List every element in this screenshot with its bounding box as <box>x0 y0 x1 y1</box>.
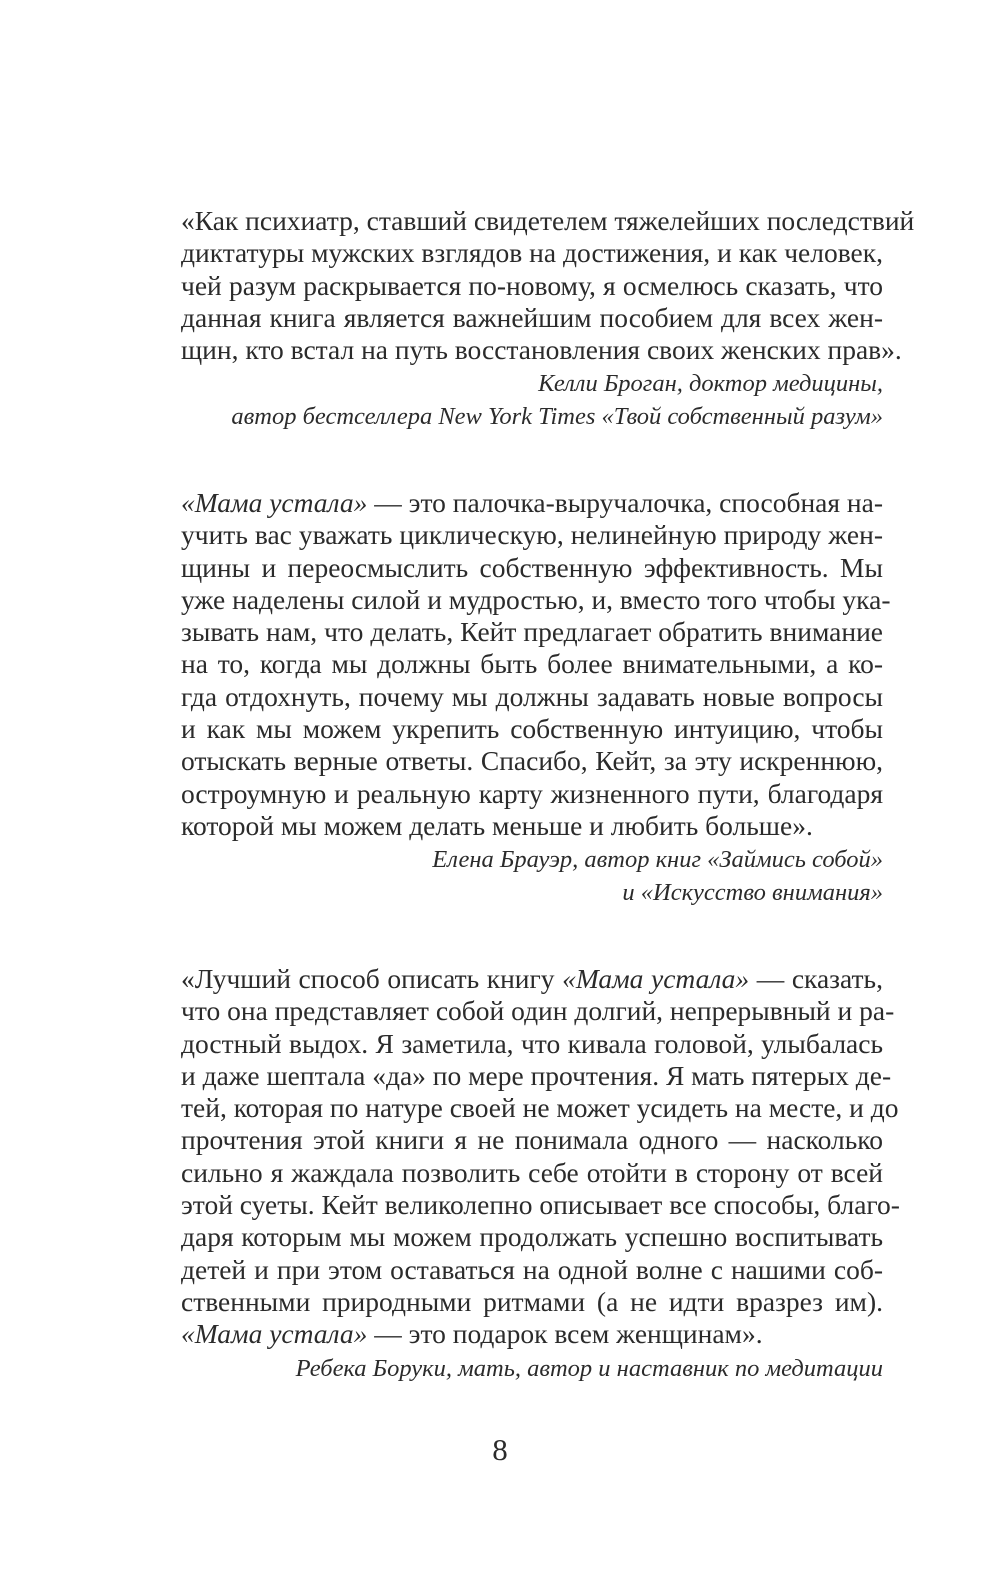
quote-text: щин, кто встал на путь восстановления своих женских прав». <box>181 334 902 366</box>
quote-text: достный выдох. Я заметила, что кивала головой, улыбалась <box>181 1027 883 1059</box>
testimonial-attribution <box>181 844 883 909</box>
quote-line <box>181 1157 883 1189</box>
attribution-line: и «Искусство внимания» <box>622 878 883 906</box>
attribution-line: Келли Броган, доктор медицины, <box>538 370 883 398</box>
quote-text: «Как психиатр, ставший свидетелем тяжелейших последствий <box>181 205 915 236</box>
quote-text: гда отдохнуть, почему мы должны задавать новые вопросы <box>181 680 883 712</box>
book-title: «Мама устала» <box>562 963 750 994</box>
quote-line <box>181 1286 883 1318</box>
quote-text: и как мы можем укрепить собственную интуицию, чтобы <box>181 713 883 745</box>
quote-text: что она представляет собой один долгий, непрерывный и ра- <box>181 995 895 1027</box>
testimonial-attribution <box>181 368 883 433</box>
testimonial-quote <box>181 487 891 842</box>
quote-text: тей, которая по натуре своей не может усидеть на месте, и до <box>181 1092 899 1124</box>
quote-line <box>181 302 883 334</box>
book-title: «Мама устала» <box>181 1318 368 1350</box>
quote-line <box>181 713 883 745</box>
quote-text: даря которым мы можем продолжать успешно воспитывать <box>181 1221 883 1253</box>
quote-line <box>181 681 883 713</box>
quote-line <box>181 778 883 810</box>
quote-text: и даже шептала «да» по мере прочтения. Я мать пятерых де- <box>181 1059 892 1091</box>
quote-line <box>181 648 883 680</box>
testimonial-quote <box>181 963 900 1351</box>
quote-line <box>181 1189 900 1221</box>
attribution-line: Елена Брауэр, автор книг «Займись собой» <box>432 846 883 874</box>
quote-line <box>181 1028 883 1060</box>
quote-line <box>181 1092 899 1124</box>
testimonial-block <box>181 963 900 1385</box>
quote-text: чей разум раскрывается по-новому, я осмелюсь сказать, что <box>181 269 883 301</box>
quote-line <box>181 745 883 777</box>
quote-text: — это палочка-выручалочка, способная на- <box>367 487 883 518</box>
testimonial-block <box>181 487 891 909</box>
quote-line <box>181 237 883 269</box>
quote-text: этой суеты. Кейт великолепно описывает все способы, благо- <box>181 1189 900 1221</box>
quote-line <box>181 995 895 1027</box>
quote-text: — сказать, <box>749 963 883 994</box>
quote-line <box>181 1254 883 1286</box>
quote-line <box>181 1221 883 1253</box>
book-title: «Мама устала» <box>181 487 368 518</box>
quote-text: уже наделены силой и мудростью, и, вместо того чтобы ука- <box>181 583 891 615</box>
testimonial-quote <box>181 205 915 366</box>
attribution-line: Ребека Боруки, мать, автор и наставник по медитации <box>295 1354 883 1382</box>
quote-text: остроумную и реальную карту жизненного пути, благодаря <box>181 777 883 809</box>
quote-line <box>181 270 883 302</box>
quote-text: «Лучший способ описать книгу <box>181 963 563 994</box>
quote-line <box>181 616 883 648</box>
quote-line <box>181 1059 892 1092</box>
attribution-line: автор бестселлера New York Times «Твой собственный разум» <box>231 402 883 430</box>
quote-text: диктатуры мужских взглядов на достижения, и как человек, <box>181 237 883 269</box>
quote-line <box>181 1318 883 1350</box>
quote-line <box>181 1124 883 1156</box>
quote-text: на то, когда мы должны быть более внимательными, а ко- <box>181 648 883 680</box>
quote-line <box>181 205 915 237</box>
quote-text: детей и при этом оставаться на одной волне с нашими соб- <box>181 1253 883 1285</box>
quote-text: отыскать верные ответы. Спасибо, Кейт, за эту искреннюю, <box>181 745 883 777</box>
page-number: 8 <box>492 1432 508 1467</box>
quote-text: ственными природными ритмами (а не идти вразрез им). <box>181 1285 883 1317</box>
quote-line <box>181 583 891 616</box>
testimonial-block <box>181 205 915 433</box>
quote-text: зывать нам, что делать, Кейт предлагает обратить внимание <box>181 616 883 648</box>
quote-text: щины и переосмыслить собственную эффективность. Мы <box>181 551 883 583</box>
quote-text: прочтения этой книги я не понимала одного — насколько <box>181 1124 883 1156</box>
quote-line <box>181 487 883 519</box>
quote-text: данная книга является важнейшим пособием для всех жен- <box>181 301 883 333</box>
quote-line <box>181 519 883 551</box>
quote-text: которой мы можем делать меньше и любить больше». <box>181 809 813 841</box>
quote-text: учить вас уважать циклическую, нелинейную природу жен- <box>181 519 883 551</box>
quote-text: сильно я жаждала позволить себе отойти в сторону от всей <box>181 1156 883 1188</box>
quote-text: — это подарок всем женщинам». <box>367 1318 763 1350</box>
quote-line <box>181 963 883 995</box>
testimonial-attribution <box>181 1353 883 1386</box>
quote-line <box>181 552 883 584</box>
quote-line <box>181 334 902 366</box>
quote-line <box>181 810 883 842</box>
